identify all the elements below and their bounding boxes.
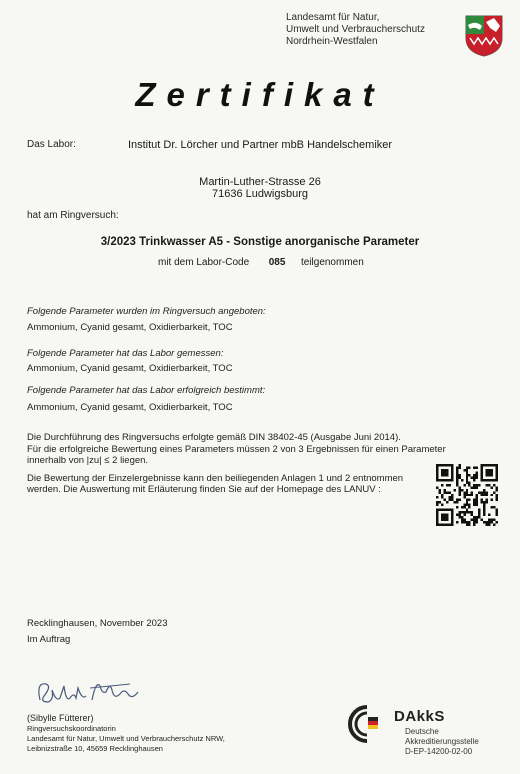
lab-label: Das Labor: — [27, 139, 76, 150]
body-line: innerhalb von |zu| ≤ 2 liegen. — [27, 455, 149, 466]
lab-code: 085 — [268, 257, 286, 268]
test-subject: 3/2023 Trinkwasser A5 - Sonstige anorganische Parameter — [100, 236, 420, 248]
certificate-title: Zertifikat — [135, 76, 385, 113]
dakks-details — [405, 727, 479, 757]
lab-code-prefix: mit dem Labor-Code — [158, 257, 250, 268]
body-line: Für die erfolgreiche Bewertung eines Parameters müssen 2 von 3 Ergebnissen für einen Parameter — [27, 443, 446, 455]
agency-line: Landesamt für Natur, — [286, 12, 380, 23]
lab-city: 71636 Ludwigsburg — [211, 188, 309, 200]
signer-block — [27, 713, 225, 754]
signer-org: Landesamt für Natur, Umwelt und Verbraucherschutz NRW, — [27, 734, 225, 743]
agency-name — [286, 12, 425, 48]
body-text — [27, 432, 446, 496]
params-offered-list: Ammonium, Cyanid gesamt, Oxidierbarkeit, TOC — [27, 322, 233, 333]
handwritten-signature — [30, 672, 150, 712]
dakks-line: D-EP-14200-02-00 — [405, 747, 473, 756]
params-success-heading: Folgende Parameter hat das Labor erfolgreich bestimmt: — [27, 385, 266, 396]
lab-street: Martin-Luther-Strasse 26 — [199, 176, 321, 188]
body-line: werden. Die Auswertung mit Erläuterung finden Sie auf der Homepage des LANUV : — [27, 484, 381, 495]
on-behalf: Im Auftrag — [27, 634, 71, 645]
body-line: Die Bewertung der Einzelergebnisse kann den beiliegenden Anlagen 1 und 2 entnommen — [27, 472, 404, 484]
dakks-line: Deutsche — [405, 727, 439, 736]
dakks-name: DAkkS — [394, 708, 445, 725]
agency-line: Umwelt und Verbraucherschutz — [286, 24, 425, 35]
agency-line: Nordrhein-Westfalen — [286, 36, 378, 47]
lab-code-line — [158, 257, 364, 268]
dakks-logo-icon — [346, 703, 388, 745]
nrw-coat-of-arms-icon — [464, 14, 504, 58]
qr-code-icon — [432, 464, 502, 526]
dakks-line: Akkreditierungsstelle — [405, 737, 479, 746]
signer-name: (Sibylle Fütterer) — [27, 713, 94, 723]
body-line: Die Durchführung des Ringversuchs erfolgte gemäß DIN 38402-45 (Ausgabe Juni 2014). — [27, 432, 401, 443]
test-label: hat am Ringversuch: — [27, 210, 119, 221]
signer-address: Leibnizstraße 10, 45659 Recklinghausen — [27, 744, 163, 753]
signer-role: Ringversuchskoordinatorin — [27, 724, 116, 733]
params-measured-heading: Folgende Parameter hat das Labor gemessen: — [27, 348, 224, 359]
lab-code-suffix: teilgenommen — [300, 257, 364, 268]
lab-name: Institut Dr. Lörcher und Partner mbB Handelschemiker — [127, 139, 393, 151]
params-success-list: Ammonium, Cyanid gesamt, Oxidierbarkeit, TOC — [27, 402, 233, 413]
place-date: Recklinghausen, November 2023 — [27, 618, 168, 629]
params-offered-heading: Folgende Parameter wurden im Ringversuch angeboten: — [27, 306, 266, 317]
params-measured-list: Ammonium, Cyanid gesamt, Oxidierbarkeit, TOC — [27, 363, 233, 374]
